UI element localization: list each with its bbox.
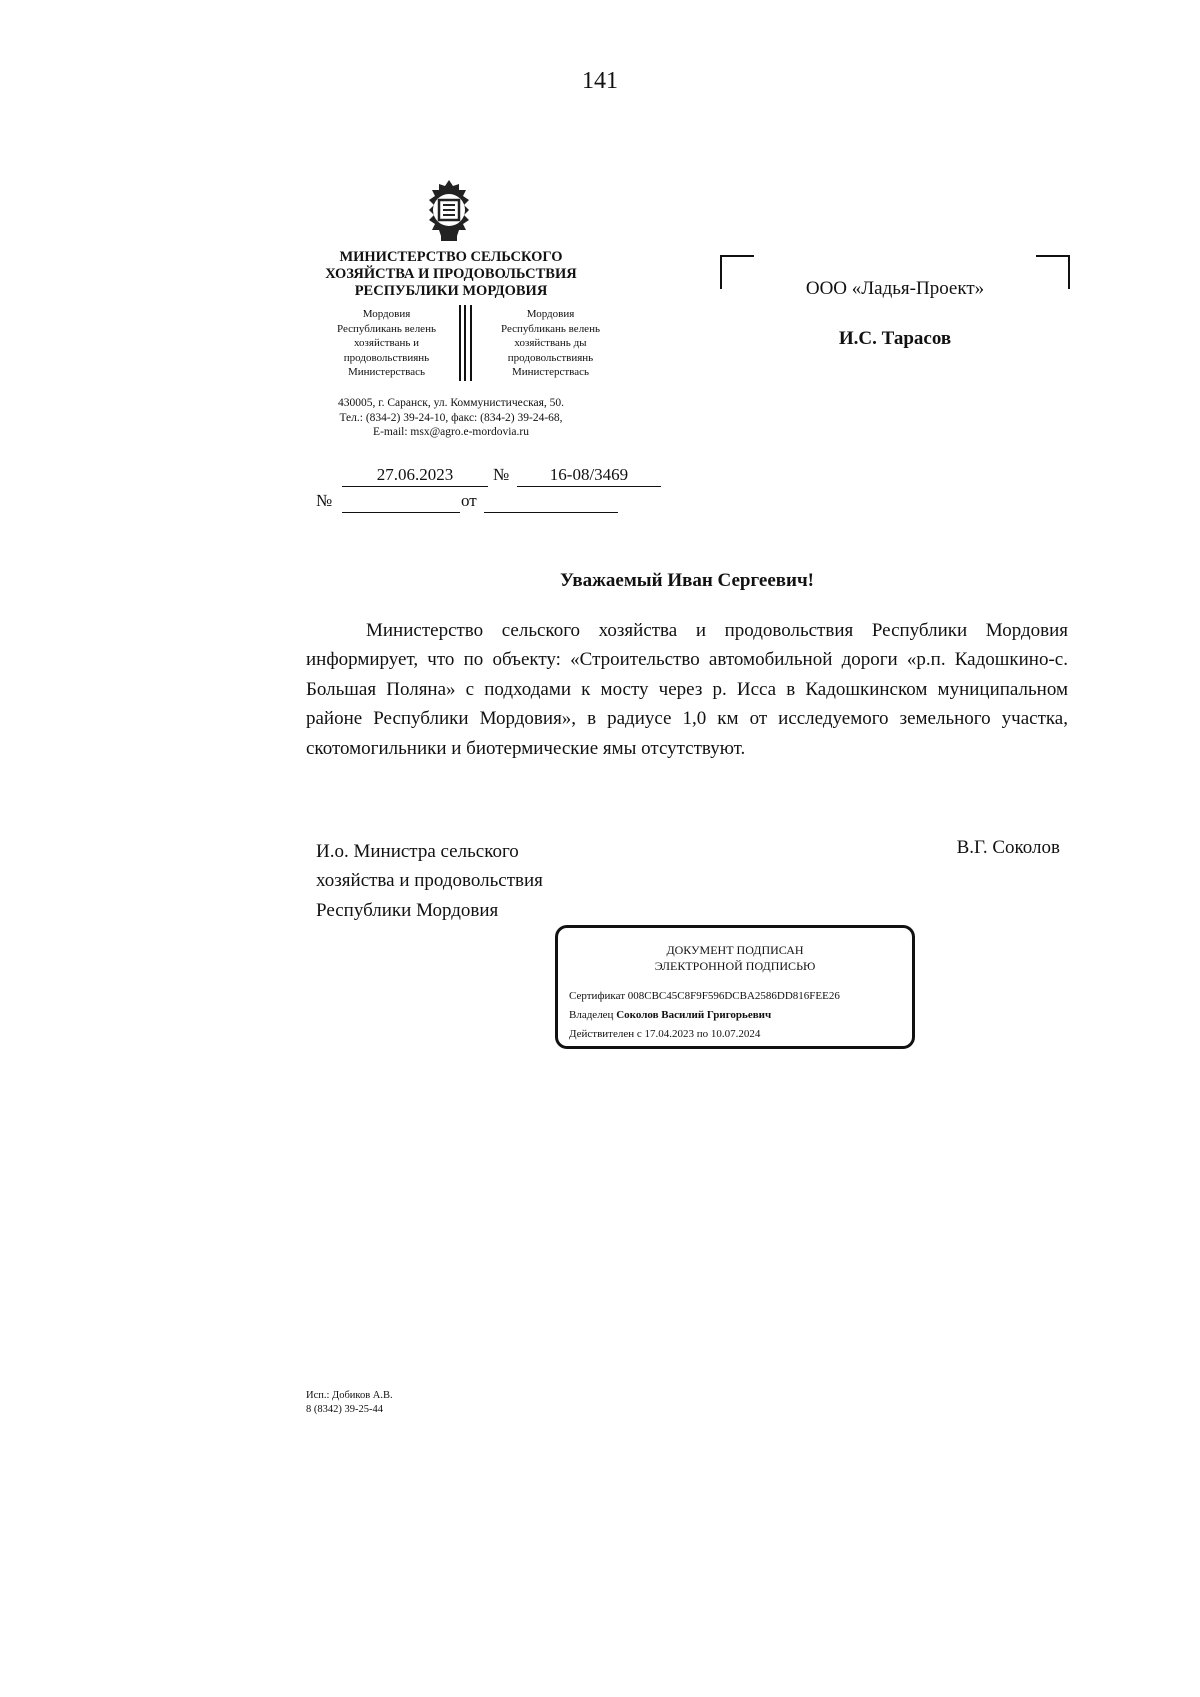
- org-name-line: Республикань велень: [337, 322, 436, 335]
- signer-title: [316, 837, 616, 925]
- reference-from-label: от: [461, 491, 477, 510]
- address-line: 430005, г. Саранск, ул. Коммунистическая, 50.: [337, 397, 565, 409]
- email-line: E-mail: msx@agro.e-mordovia.ru: [373, 426, 529, 439]
- addressee-person: И.С. Тарасов: [838, 328, 952, 349]
- registration-line: [342, 465, 661, 485]
- org-name-line: Министерствась: [347, 366, 426, 379]
- reference-date-blank: [484, 491, 618, 513]
- addressee-organization: ООО «Ладья-Проект»: [805, 278, 985, 299]
- valid-to-label: по: [696, 1028, 709, 1040]
- org-name-line: хозяйствань и: [353, 337, 420, 350]
- valid-from-label: Действителен с: [569, 1028, 642, 1040]
- organization-title-line: РЕСПУБЛИКИ МОРДОВИЯ: [354, 283, 548, 299]
- org-name-line: Министерствась: [511, 366, 590, 379]
- stamp-heading-line: ДОКУМЕНТ ПОДПИСАН: [666, 943, 804, 957]
- organization-title-line: МИНИСТЕРСТВО СЕЛЬСКОГО: [339, 249, 563, 265]
- owner-label: Владелец: [569, 1009, 614, 1021]
- salutation: Уважаемый Иван Сергеевич!: [559, 570, 814, 591]
- org-name-line: Мордовия: [362, 308, 411, 320]
- org-name-line: продовольствиянь: [507, 351, 594, 364]
- reference-number-blank: [342, 491, 460, 513]
- organization-name-moksha: [314, 307, 459, 380]
- valid-to-value: 10.07.2024: [710, 1028, 761, 1040]
- contact-line: Тел.: (834-2) 39-24-10, факс: (834-2) 39-24-68,: [339, 411, 563, 424]
- certificate-label: Сертификат: [569, 990, 625, 1002]
- signer-title-line: И.о. Министра сельского: [316, 841, 519, 862]
- org-name-line: Республикань велень: [501, 322, 600, 335]
- signer-name: В.Г. Соколов: [956, 837, 1060, 858]
- organization-title-line: ХОЗЯЙСТВА И ПРОДОВОЛЬСТВИЯ: [325, 266, 577, 282]
- page-number: 141: [582, 68, 618, 94]
- signer-title-line: хозяйства и продовольствия: [316, 870, 543, 892]
- certificate-value: 008CBC45C8F9F596DCBA2586DD816FEE26: [627, 990, 840, 1002]
- signer-title-line: Республики Мордовия: [316, 899, 499, 921]
- registration-date: 27.06.2023: [342, 465, 488, 487]
- registration-number: 16-08/3469: [517, 465, 661, 487]
- letter-body: Министерство сельского хозяйства и продовольствия Республики Мордовия информирует, что по объекту: «Строительство автомобильной дороги «р.п. Кадошкино-с. Большая Поляна» с подходами к мосту через р. Исса в Кадошкинском муниципальном районе Республики Мордовия», в радиусе 1,0 км от исследуемого земельного участка, скотомогильники и биотермические ямы отсутствуют.: [306, 620, 1068, 759]
- executor-name: Исп.: Добиков А.В.: [306, 1390, 393, 1401]
- coat-of-arms-emblem-icon: [419, 178, 479, 244]
- reference-line: [316, 491, 606, 513]
- executor-phone: 8 (8342) 39-25-44: [306, 1404, 383, 1415]
- owner-value: Соколов Василий Григорьевич: [616, 1009, 772, 1021]
- header-divider: [470, 305, 472, 381]
- header-divider: [459, 305, 461, 381]
- stamp-heading-line: ЭЛЕКТРОННОЙ ПОДПИСЬЮ: [654, 959, 816, 973]
- stamp-owner-row: [569, 1009, 771, 1021]
- stamp-heading: [558, 942, 912, 974]
- electronic-signature-stamp: [555, 925, 915, 1049]
- org-name-line: Мордовия: [526, 308, 575, 320]
- reference-number-label: №: [316, 491, 333, 510]
- header-divider: [464, 305, 466, 381]
- stamp-certificate-row: [569, 990, 840, 1002]
- organization-name-erzya: [478, 307, 623, 380]
- number-sign: №: [493, 465, 510, 484]
- executor-info: [306, 1389, 393, 1417]
- organization-address: [306, 396, 596, 440]
- org-name-line: продовольствиянь: [343, 351, 430, 364]
- stamp-validity-row: [569, 1028, 760, 1040]
- organization-title: [306, 249, 596, 300]
- org-name-line: хозяйствань ды: [514, 337, 587, 350]
- valid-from-value: 17.04.2023: [644, 1028, 695, 1040]
